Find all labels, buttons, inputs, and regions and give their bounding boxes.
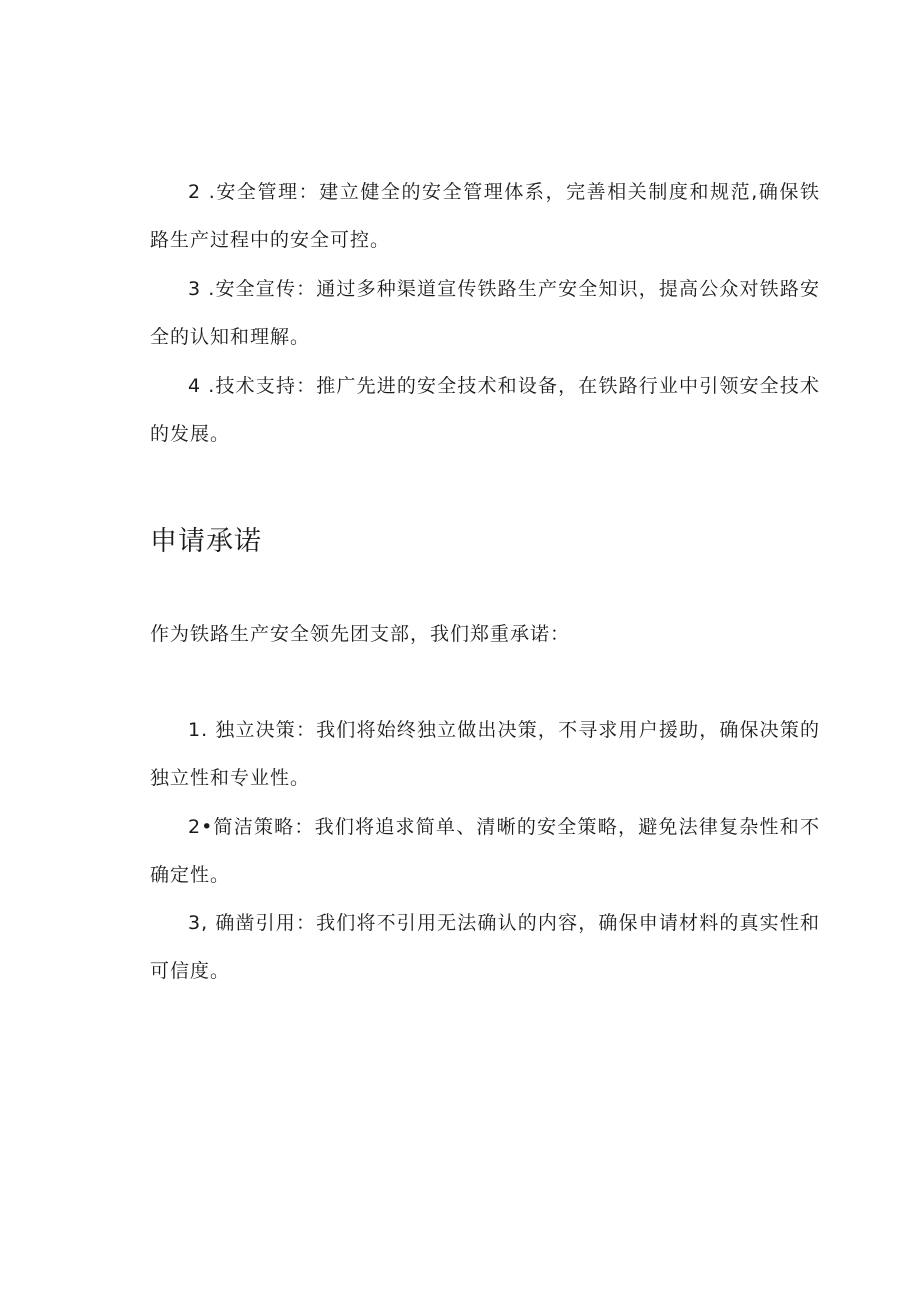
list-item-safety-publicity: 3 .安全宣传：通过多种渠道宣传铁路生产安全知识，提高公众对铁路安全的认知和理解。 (150, 278, 820, 348)
commitment-item-concise-strategy: 2•简洁策略：我们将追求简单、清晰的安全策略，避免法律复杂性和不确定性。 (150, 816, 820, 886)
commitment-intro (150, 610, 820, 658)
section-heading-commitment: 申请承诺 (150, 526, 262, 557)
list-item-safety-management: 2 .安全管理：建立健全的安全管理体系，完善相关制度和规范,确保铁路生产过程中的安全可控。 (150, 181, 820, 251)
commitment-item-independent-decision: 1. 独立决策：我们将始终独立做出决策，不寻求用户援助，确保决策的独立性和专业性。 (150, 719, 820, 789)
list-item-technical-support: 4 .技术支持：推广先进的安全技术和设备，在铁路行业中引领安全技术的发展。 (150, 375, 820, 445)
commitment-intro-text: 作为铁路生产安全领先团支部，我们郑重承诺： (150, 623, 571, 645)
commitment-item-reliable-citation: 3, 确凿引用：我们将不引用无法确认的内容，确保申请材料的真实性和可信度。 (150, 912, 820, 982)
